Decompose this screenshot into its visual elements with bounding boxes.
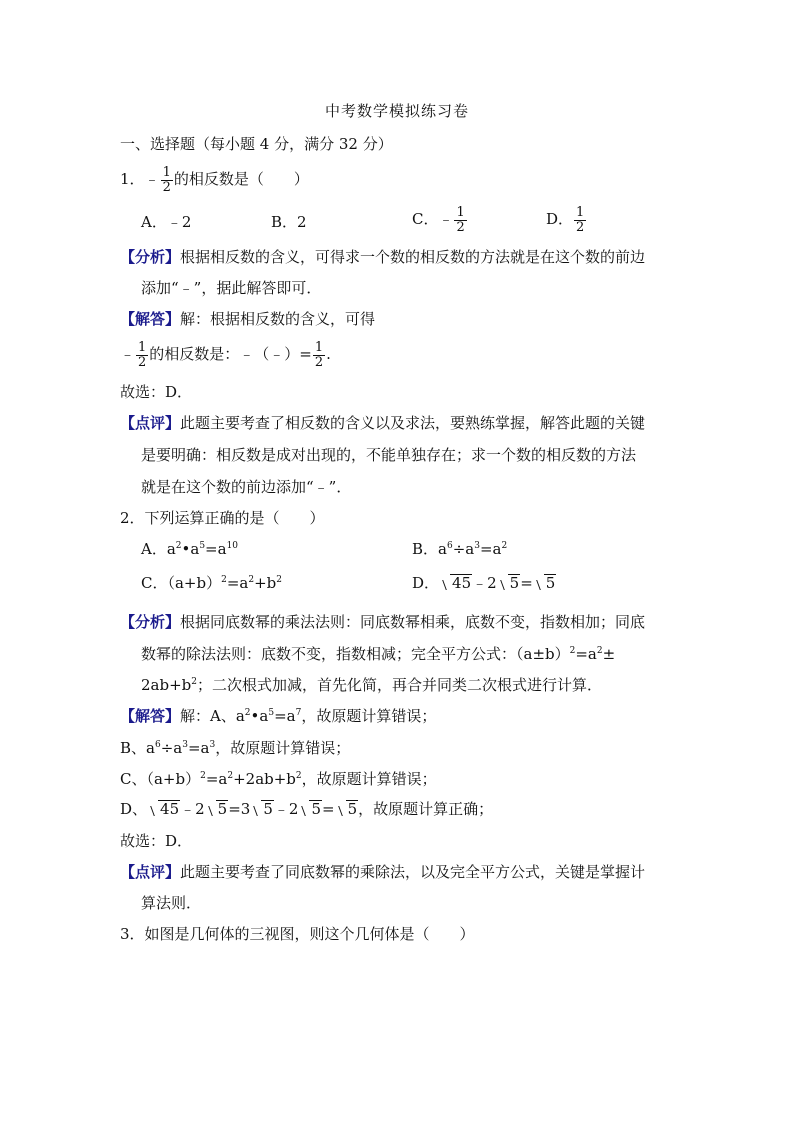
analysis-tag: 【分析】 (120, 613, 181, 631)
text: ÷a (160, 739, 183, 757)
comment-text: 此题主要考查了同底数幂的乘除法，以及完全平方公式，关键是掌握计 (180, 863, 646, 881)
text: =a (205, 770, 228, 788)
q1-answer-line-2 (120, 341, 331, 369)
radical (498, 574, 521, 591)
answer-text: 解：根据相反数的含义，可得 (180, 310, 376, 328)
comment-text: 此题主要考查了相反数的含义以及求法，要熟练掌握，解答此题的关键 (180, 414, 646, 432)
fraction-numerator: 1 (314, 340, 324, 355)
radicand: 5 (545, 574, 556, 592)
question-3-stem: 3．如图是几何体的三视图，则这个几何体是（ ） (120, 925, 475, 943)
text: A．a (141, 540, 176, 558)
radicand: 5 (263, 800, 273, 818)
radicand: 5 (347, 800, 358, 818)
exponent: 7 (295, 708, 302, 718)
text: +2ab+b (233, 770, 296, 788)
fraction (161, 166, 173, 194)
comment-tag: 【点评】 (120, 863, 181, 881)
text: ，故原题计算错误； (301, 707, 437, 725)
text: ﹣2 (273, 800, 299, 818)
fraction (136, 341, 148, 369)
fraction-numerator: 1 (138, 340, 147, 355)
q1-option-c (412, 206, 468, 234)
text: C．（a+b） (141, 574, 222, 592)
exponent: 2 (244, 708, 251, 718)
text: ，故原题计算错误； (301, 770, 437, 788)
answer-text: 的相反数是：﹣（﹣）= (149, 345, 312, 364)
q2-analysis-line-1 (120, 615, 645, 630)
q2-comment-line-1 (120, 865, 645, 880)
analysis-text: 根据同底数幂的乘法法则：同底数幂相乘，底数不变，指数相加；同底 (180, 613, 646, 631)
radicand: 5 (311, 800, 321, 818)
fraction-denominator: 2 (138, 354, 147, 370)
text: ÷a (452, 540, 475, 558)
minus-sign: ﹣ (120, 345, 136, 364)
text: = (520, 574, 533, 592)
fraction-numerator: 1 (162, 165, 171, 180)
text: +b (254, 574, 277, 592)
text: =3 (228, 800, 251, 818)
text: B、a (120, 739, 155, 757)
question-2-stem: 2．下列运算正确的是（ ） (120, 509, 325, 527)
comment-tag: 【点评】 (120, 414, 181, 432)
q1-choice: 故选：D． (120, 383, 193, 401)
text: •a (250, 707, 269, 725)
fraction (454, 206, 466, 234)
page-title: 中考数学模拟练习卷 (325, 102, 470, 120)
text: =a (575, 645, 597, 663)
analysis-tag: 【分析】 (120, 248, 181, 266)
q1-comment-line-2: 是要明确：相反数是成对出现的，不能单独存在；求一个数的相反数的方法 (141, 446, 637, 464)
exponent: 3 (182, 740, 188, 750)
radicand: 45 (452, 574, 472, 592)
question-1-stem (120, 166, 309, 194)
exponent: 2 (276, 575, 282, 585)
text: 2ab+b (141, 676, 192, 694)
exponent: 6 (154, 740, 161, 750)
q2-answer-line-c (120, 772, 437, 787)
text: =a (226, 574, 249, 592)
fraction-numerator: 1 (456, 205, 465, 220)
exponent: 2 (227, 771, 234, 781)
q1-option-a: A．﹣2 (141, 213, 192, 231)
radicand: 5 (217, 800, 228, 818)
text: D． (412, 574, 440, 592)
text: ﹣2 (180, 800, 205, 818)
q2-option-a (141, 542, 238, 557)
q2-option-c (141, 576, 282, 591)
text: =a (205, 540, 227, 558)
q1-option-b: B．2 (271, 213, 307, 231)
exponent: 2 (221, 575, 227, 585)
answer-tag: 【解答】 (120, 707, 181, 725)
q1-comment-line-1 (120, 416, 645, 431)
radical (251, 800, 274, 817)
radicand: 5 (509, 574, 520, 592)
question-number: 1． (120, 170, 145, 189)
answer-tag: 【解答】 (120, 310, 181, 328)
q2-analysis-line-3 (141, 678, 602, 693)
text: ﹣2 (472, 574, 497, 592)
exponent: 2 (175, 541, 182, 551)
fraction-numerator: 1 (576, 205, 585, 220)
text: •a (181, 540, 200, 558)
exponent: 3 (209, 740, 216, 750)
fraction-denominator: 2 (162, 179, 171, 195)
q2-analysis-line-2 (141, 647, 615, 662)
q1-comment-line-3: 就是在这个数的前边添加“﹣”． (141, 478, 352, 496)
exponent: 2 (248, 575, 255, 585)
q2-option-b (412, 542, 507, 557)
q2-answer-line-b (120, 741, 350, 756)
radical (440, 574, 472, 591)
radical (336, 800, 359, 817)
fraction (313, 341, 325, 369)
fraction-denominator: 2 (576, 219, 585, 235)
q1-option-d (546, 206, 587, 234)
exponent: 6 (446, 541, 453, 551)
q1-analysis-line-1 (120, 250, 645, 265)
q2-comment-line-2: 算法则． (141, 894, 202, 912)
text: ，故原题计算正确； (358, 800, 494, 818)
text: 数幂的除法法则：底数不变，指数相减；完全平方公式：（a±b） (141, 645, 570, 663)
text: =a (274, 707, 296, 725)
q1-answer-line-1 (120, 312, 375, 327)
analysis-text: 根据相反数的含义，可得求一个数的相反数的方法就是在这个数的前边 (180, 248, 646, 266)
radicand: 45 (160, 800, 180, 818)
text: 解：A、a (180, 707, 245, 725)
exponent: 2 (501, 541, 508, 551)
exponent: 2 (569, 646, 576, 656)
question-text: 的相反数是（ ） (173, 170, 309, 189)
q2-option-d (412, 574, 556, 591)
radical (534, 574, 557, 591)
exponent: 2 (596, 646, 603, 656)
exponent: 2 (295, 771, 302, 781)
q2-answer-line-a (120, 709, 436, 724)
q2-answer-line-d (120, 800, 493, 817)
text: ± (602, 645, 616, 663)
fraction-denominator: 2 (456, 219, 465, 235)
exponent: 5 (199, 541, 206, 551)
text: D、 (120, 800, 148, 818)
text: =a (479, 540, 502, 558)
option-label: D． (546, 210, 574, 229)
exponent: 2 (200, 771, 206, 781)
text: ，故原题计算错误； (215, 739, 351, 757)
exponent: 3 (474, 541, 480, 551)
text: = (321, 800, 335, 818)
text: C、（a+b） (120, 770, 201, 788)
exponent: 5 (268, 708, 275, 718)
exponent: 2 (191, 677, 197, 687)
text: ；二次根式加减，首先化简，再合并同类二次根式进行计算． (197, 676, 603, 694)
fraction-denominator: 2 (314, 354, 324, 370)
text: =a (187, 739, 210, 757)
radical (206, 800, 229, 817)
radical (148, 800, 180, 817)
fraction (574, 206, 586, 234)
section-heading: 一、选择题（每小题 4 分，满分 32 分） (120, 135, 393, 153)
minus-sign: ﹣ (144, 170, 160, 189)
q1-analysis-line-2: 添加“﹣”，据此解答即可． (141, 279, 322, 297)
q2-choice: 故选：D． (120, 832, 193, 850)
radical (299, 800, 322, 817)
option-label: C．﹣ (412, 210, 454, 229)
text: B．a (412, 540, 447, 558)
period: . (326, 345, 331, 364)
exponent: 10 (226, 541, 239, 551)
